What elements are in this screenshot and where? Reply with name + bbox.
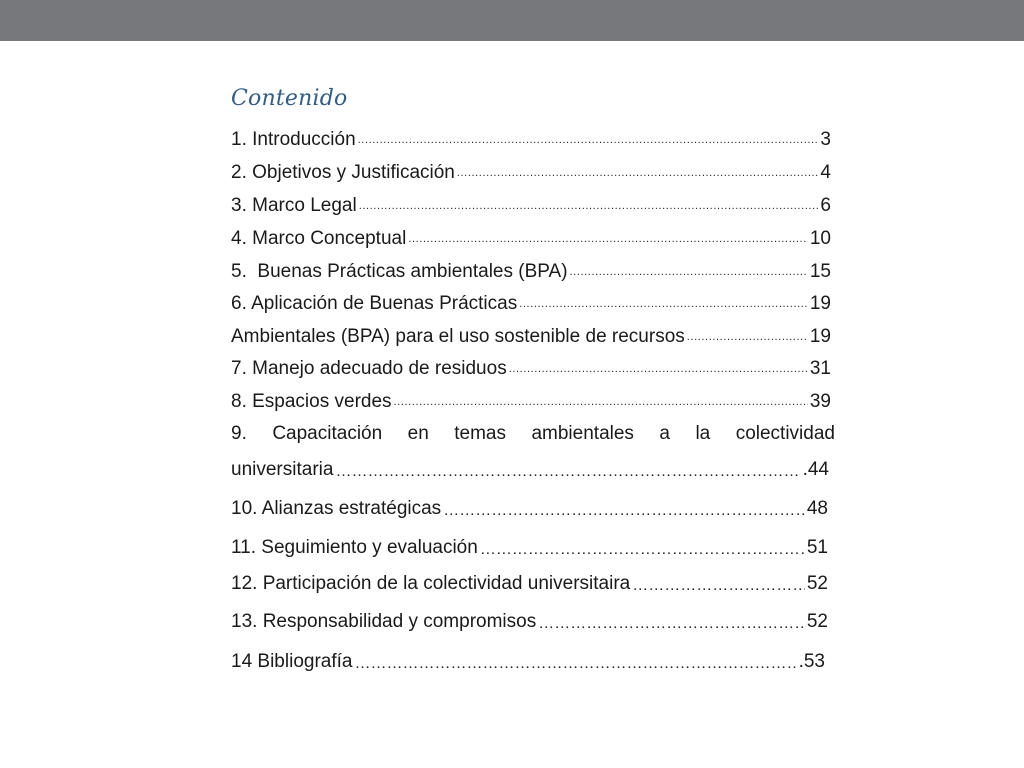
toc-word: colectividad [735,423,835,444]
toc-leader [354,656,796,672]
toc-leader [519,296,808,312]
toc-entry-label: 5. Buenas Prácticas ambientales (BPA) [231,261,568,282]
toc-entry-page: 4 [820,162,831,183]
toc-entry [231,291,831,315]
toc-entry-page: 51 [806,537,828,558]
toc-entry-label: 10. Alianzas estratégicas [231,498,442,519]
toc-entry-label: 11. Seguimiento y evaluación [231,537,478,558]
toc-entry-page: 53 [803,651,825,672]
toc-entry-label: 13. Responsabilidad y compromisos [231,611,537,632]
toc-entry-label: universitaria [231,459,334,480]
toc-entry [231,356,831,380]
toc-entry-page: 48 [806,498,828,519]
toc-entry [231,609,828,633]
toc-leader [509,361,808,377]
toc-entry-page: 19 [809,293,831,314]
toc-entry-line1 [231,423,835,447]
toc-entry-page: 52 [806,611,828,632]
toc-entry-page: 3 [820,129,831,150]
toc-entry-page: 6 [820,195,831,216]
toc-leader-end: . [802,459,808,480]
toc-entry-page: 19 [809,326,831,347]
toc-entry [231,160,831,184]
toc-entry [231,535,828,559]
toc-word: temas [454,423,506,444]
toc-entry-label: 12. Participación de la colectividad universitaira [231,573,631,594]
toc-entry-label: 2. Objetivos y Justificación [231,162,455,183]
toc-leader [687,329,808,345]
toc-leader [538,616,805,632]
toc-leader [480,542,805,558]
toc-entry-page: 31 [809,358,831,379]
toc-word: ambientales [531,423,634,444]
toc-entry-label: 1. Introducción [231,129,356,150]
toc-entry [231,389,831,413]
toc-entry [231,649,825,673]
toc-entry [231,324,831,348]
toc-leader [443,503,805,519]
toc-entry [231,457,829,481]
toc-word: 9. [231,423,247,444]
top-bar [0,0,1024,41]
toc-entry-label: 6. Aplicación de Buenas Prácticas [231,293,518,314]
toc-entry-page: 15 [809,261,831,282]
toc-entry-label: 3. Marco Legal [231,195,357,216]
toc-leader [570,264,808,280]
toc-entry [231,193,831,217]
toc-leader [632,578,805,594]
toc-entry-wrapped [231,423,835,447]
toc-entry [231,127,831,151]
toc-entry-page: 52 [806,573,828,594]
toc-entry [231,571,828,595]
toc-word: Capacitación [272,423,383,444]
toc-leader [408,231,808,247]
toc-entry-label: Ambientales (BPA) para el uso sostenible de recursos [231,326,685,347]
toc-entry-label: 4. Marco Conceptual [231,228,407,249]
toc-word: a [659,423,670,444]
toc-entry [231,226,831,250]
toc-title: Contenido [231,86,348,111]
toc-entry-page: 10 [809,228,831,249]
toc-leader [394,394,808,410]
toc-leader [359,198,819,214]
toc-entry-page: 39 [809,391,831,412]
toc-leader-end: . [798,651,804,672]
toc-word: la [695,423,711,444]
toc-entry [231,496,828,520]
toc-entry-page: 44 [807,459,829,480]
toc-leader [335,464,800,480]
toc-leader [358,132,819,148]
toc-entry-label: 14 Bibliografía [231,651,353,672]
toc-entry-label: 7. Manejo adecuado de residuos [231,358,507,379]
toc-entry [231,259,831,283]
toc-leader [457,165,819,181]
toc-entry-label: 8. Espacios verdes [231,391,392,412]
toc-word: en [407,423,429,444]
